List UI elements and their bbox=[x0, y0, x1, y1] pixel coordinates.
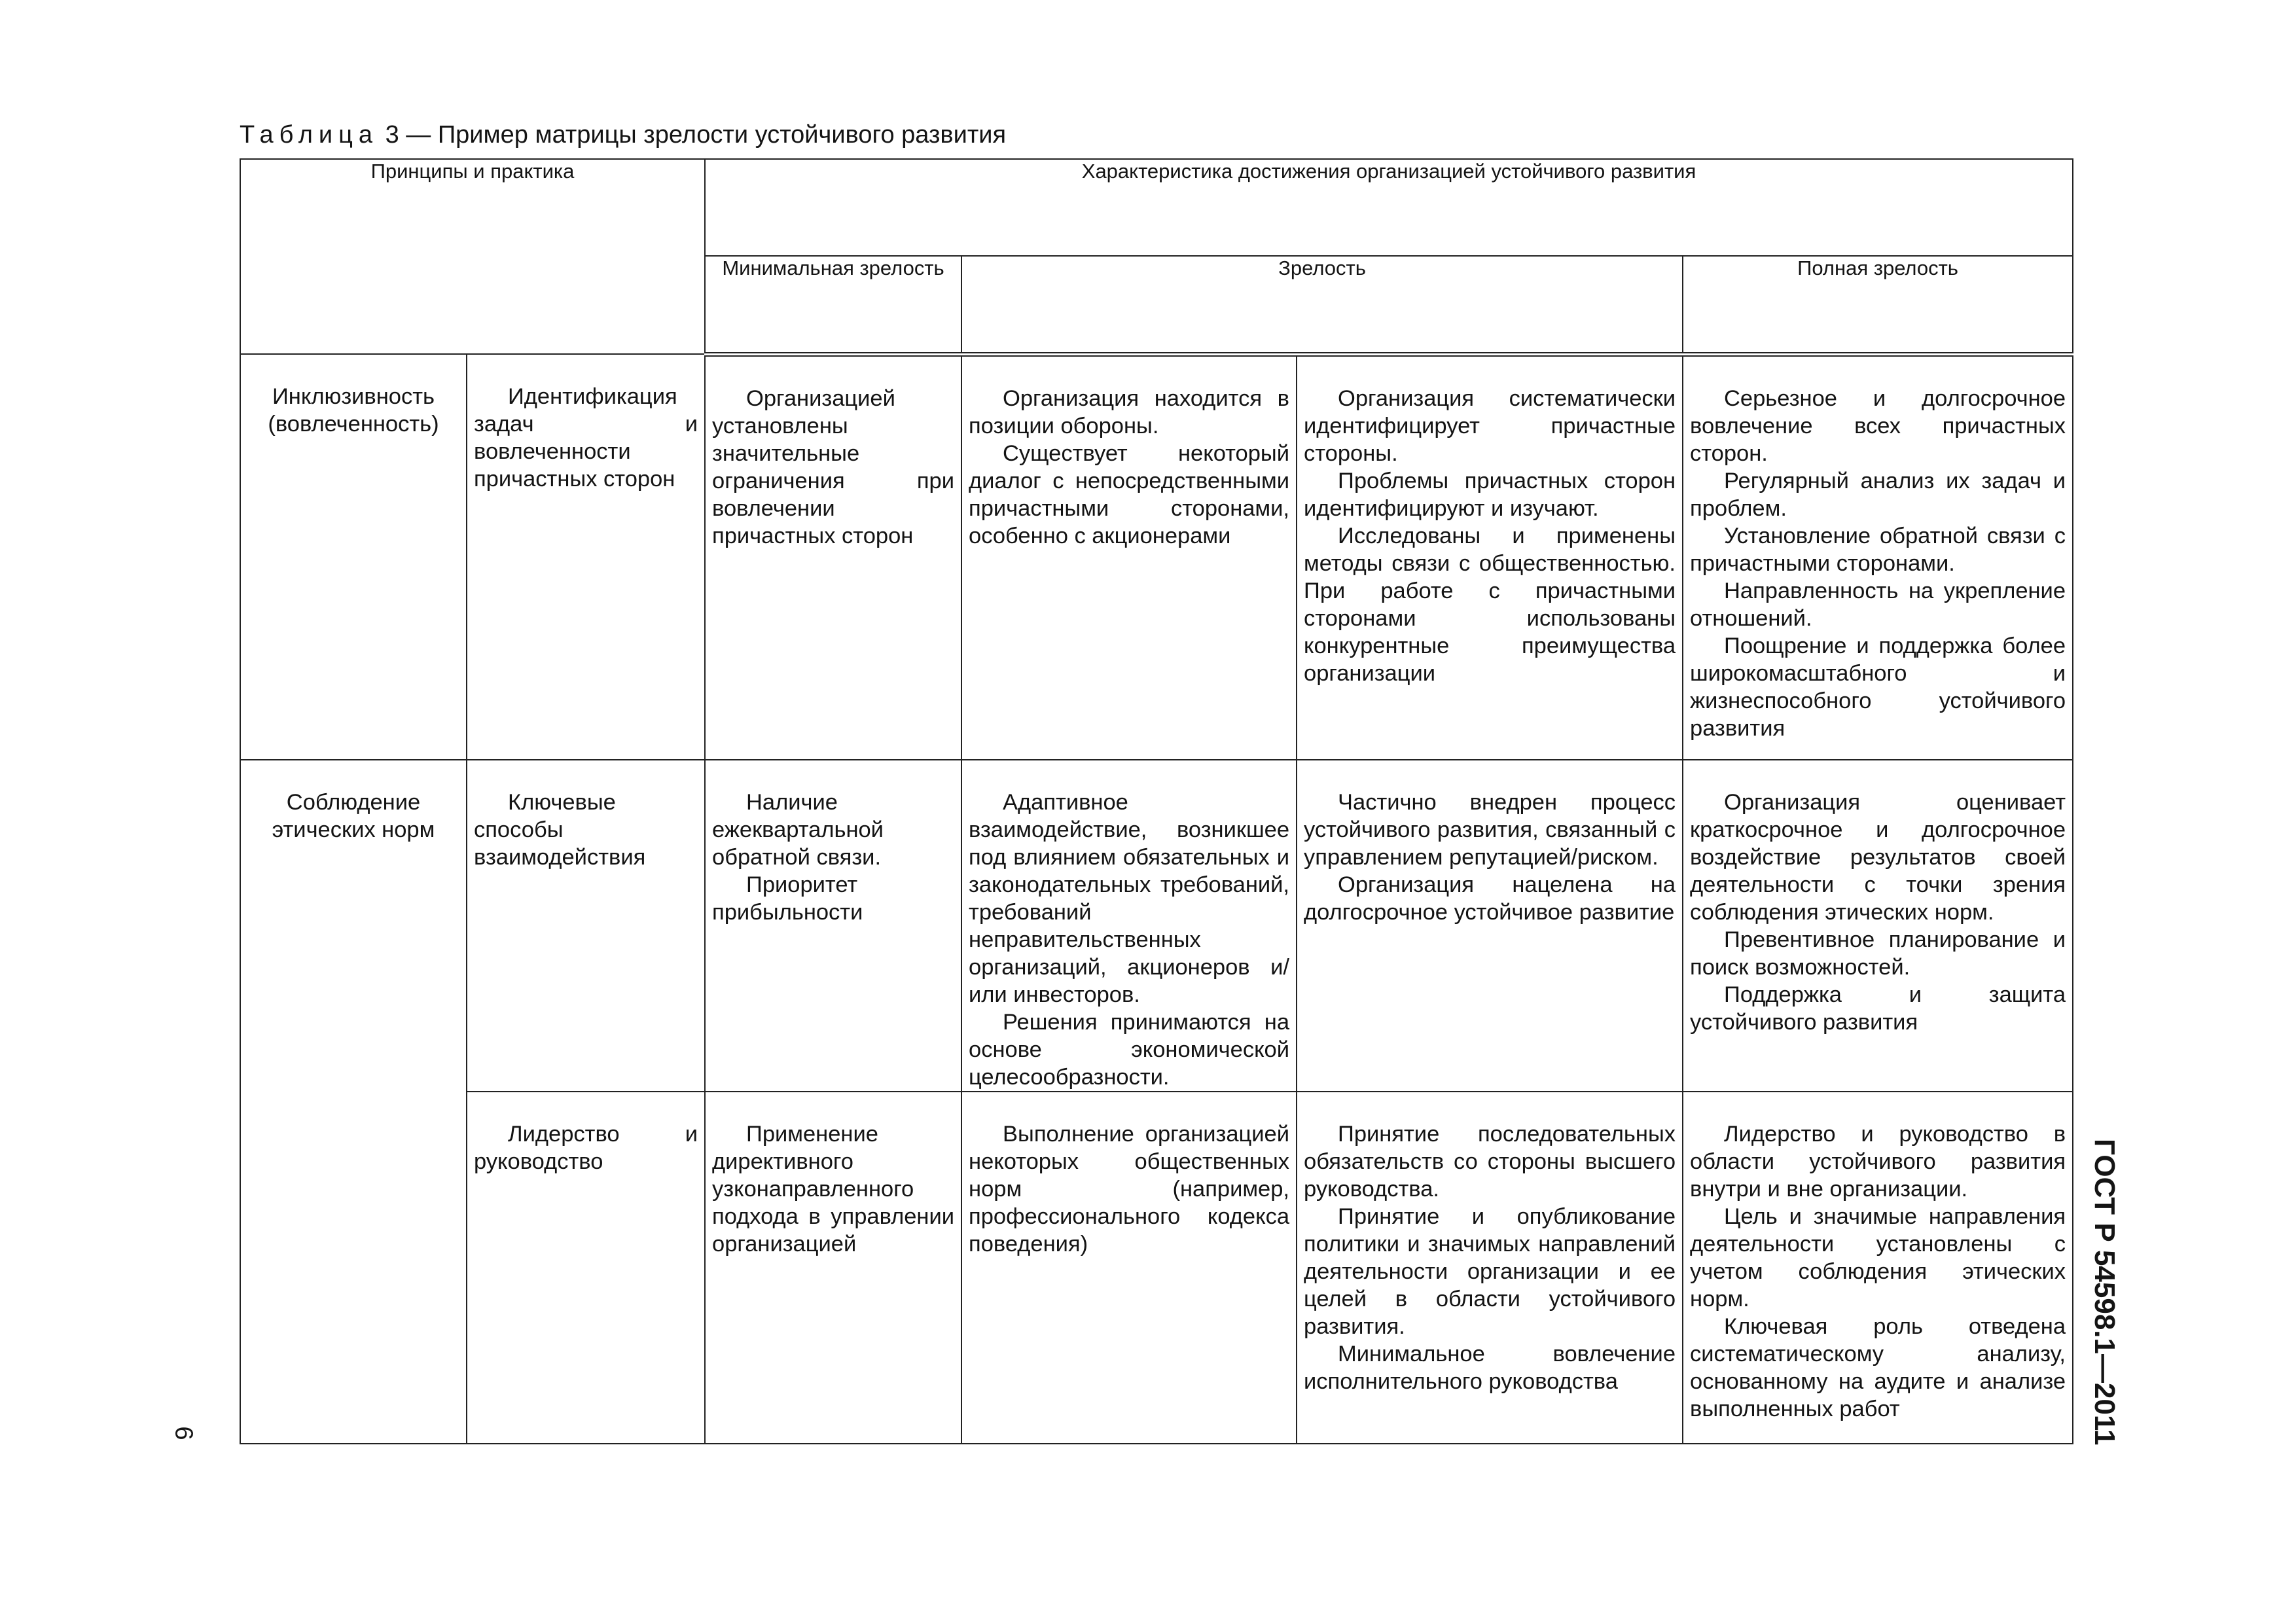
header-minimal-maturity: Минимальная зрелость bbox=[705, 256, 961, 354]
minimal-cell bbox=[705, 354, 961, 760]
table-caption-title: — Пример матрицы зрелости устойчивого развития bbox=[406, 121, 1007, 149]
cell-paragraph: Ключевая роль отведена систематическому анализу, основанному на аудите и анализе выполненных работ bbox=[1690, 1314, 2066, 1421]
maturity-b-cell bbox=[1297, 354, 1683, 760]
full-cell bbox=[1683, 354, 2073, 760]
document-standard-code: ГОСТ Р 54598.1—2011 bbox=[2089, 1139, 2121, 1446]
cell-paragraph: Наличие ежеквартальной обратной связи. bbox=[712, 790, 884, 870]
cell-paragraph: Частично внедрен процесс устойчивого развития, связанный с управлением репутацией/риском. bbox=[1304, 790, 1676, 870]
cell-paragraph: Выполнение организацией некоторых общественных норм (например, профессионального кодекса поведения) bbox=[969, 1122, 1290, 1257]
minimal-cell bbox=[705, 1092, 961, 1444]
header-maturity: Зрелость bbox=[961, 256, 1683, 354]
cell-paragraph: Цель и значимые направления деятельности установлены с учетом соблюдения этических норм. bbox=[1690, 1204, 2066, 1311]
practice-cell bbox=[467, 354, 705, 760]
maturity-a-cell bbox=[961, 1092, 1297, 1444]
cell-paragraph: Существует некоторый диалог с непосредственными причастными сторонами, особенно с акционерами bbox=[969, 440, 1290, 548]
practice-cell bbox=[467, 760, 705, 1092]
cell-paragraph: Организацией установлены значительные ограничения при вовлечении причастных сторон bbox=[712, 385, 955, 548]
cell-paragraph: Организация оценивает краткосрочное и долгосрочное воздействие результатов своей деятельности с точки зрения соблюдения этических норм. bbox=[1690, 790, 2066, 925]
cell-paragraph: Инклюзивность (вовлеченность) bbox=[268, 384, 439, 437]
cell-paragraph: Адаптивное взаимодействие, возникшее под влиянием обязательных и законодательных требований, требований неправительственных организаций, акционеров и/или инвесторов. bbox=[969, 790, 1290, 1007]
maturity-b-cell bbox=[1297, 1092, 1683, 1444]
minimal-cell bbox=[705, 760, 961, 1092]
table-caption bbox=[240, 120, 1006, 149]
page-number: 6 bbox=[170, 1426, 198, 1440]
cell-paragraph: Идентификация задач и вовлеченности причастных сторон bbox=[474, 384, 698, 491]
header-full-maturity: Полная зрелость bbox=[1683, 256, 2073, 354]
table-caption-label: Таблица bbox=[240, 121, 378, 149]
cell-paragraph: Проблемы причастных сторон идентифицируют и изучают. bbox=[1304, 468, 1676, 521]
maturity-matrix-table bbox=[240, 158, 2073, 1444]
cell-paragraph: Принятие и опубликование политики и значимых направлений деятельности организации и ее целей в области устойчивого развития. bbox=[1304, 1204, 1676, 1339]
cell-paragraph: Принятие последовательных обязательств со стороны высшего руководства. bbox=[1304, 1122, 1676, 1202]
cell-paragraph: Превентивное планирование и поиск возможностей. bbox=[1690, 927, 2066, 980]
table-row bbox=[240, 760, 2073, 1092]
header-row-top bbox=[240, 159, 2073, 256]
maturity-b-cell bbox=[1297, 760, 1683, 1092]
header-principles: Принципы и практика bbox=[240, 159, 705, 354]
cell-paragraph: Лидерство и руководство в области устойчивого развития внутри и вне организации. bbox=[1690, 1122, 2066, 1202]
cell-paragraph: Применение директивного узконаправленного подхода в управлении организацией bbox=[712, 1122, 955, 1257]
cell-paragraph: Приоритет прибыльности bbox=[712, 872, 863, 925]
cell-paragraph: Поощрение и поддержка более широкомасштабного и жизнеспособного устойчивого развития bbox=[1690, 633, 2066, 741]
practice-cell bbox=[467, 1092, 705, 1444]
cell-paragraph: Регулярный анализ их задач и проблем. bbox=[1690, 468, 2066, 521]
cell-paragraph: Организация находится в позиции обороны. bbox=[969, 385, 1290, 438]
maturity-a-cell bbox=[961, 760, 1297, 1092]
full-cell bbox=[1683, 1092, 2073, 1444]
cell-paragraph: Решения принимаются на основе экономической целесообразности. bbox=[969, 1010, 1290, 1090]
principle-cell bbox=[240, 760, 467, 1444]
cell-paragraph: Организация систематически идентифицирует причастные стороны. bbox=[1304, 385, 1676, 466]
table-caption-number: 3 bbox=[385, 121, 399, 149]
maturity-a-cell bbox=[961, 354, 1297, 760]
cell-paragraph: Серьезное и долгосрочное вовлечение всех причастных сторон. bbox=[1690, 385, 2066, 466]
cell-paragraph: Лидерство и руководство bbox=[474, 1122, 698, 1174]
cell-paragraph: Соблюдение этических норм bbox=[272, 790, 435, 842]
cell-paragraph: Ключевые способы взаимодействия bbox=[474, 790, 646, 870]
cell-paragraph: Направленность на укрепление отношений. bbox=[1690, 578, 2066, 631]
table-row bbox=[240, 354, 2073, 760]
principle-cell bbox=[240, 354, 467, 760]
header-characteristic: Характеристика достижения организацией устойчивого развития bbox=[705, 159, 2073, 256]
cell-paragraph: Исследованы и применены методы связи с общественностью. При работе с причастными сторонами использованы конкурентные преимущества организации bbox=[1304, 523, 1676, 686]
cell-paragraph: Организация нацелена на долгосрочное устойчивое развитие bbox=[1304, 872, 1676, 925]
table-row bbox=[240, 1092, 2073, 1444]
cell-paragraph: Поддержка и защита устойчивого развития bbox=[1690, 982, 2066, 1035]
full-cell bbox=[1683, 760, 2073, 1092]
cell-paragraph: Установление обратной связи с причастными сторонами. bbox=[1690, 523, 2066, 576]
cell-paragraph: Минимальное вовлечение исполнительного руководства bbox=[1304, 1342, 1676, 1394]
